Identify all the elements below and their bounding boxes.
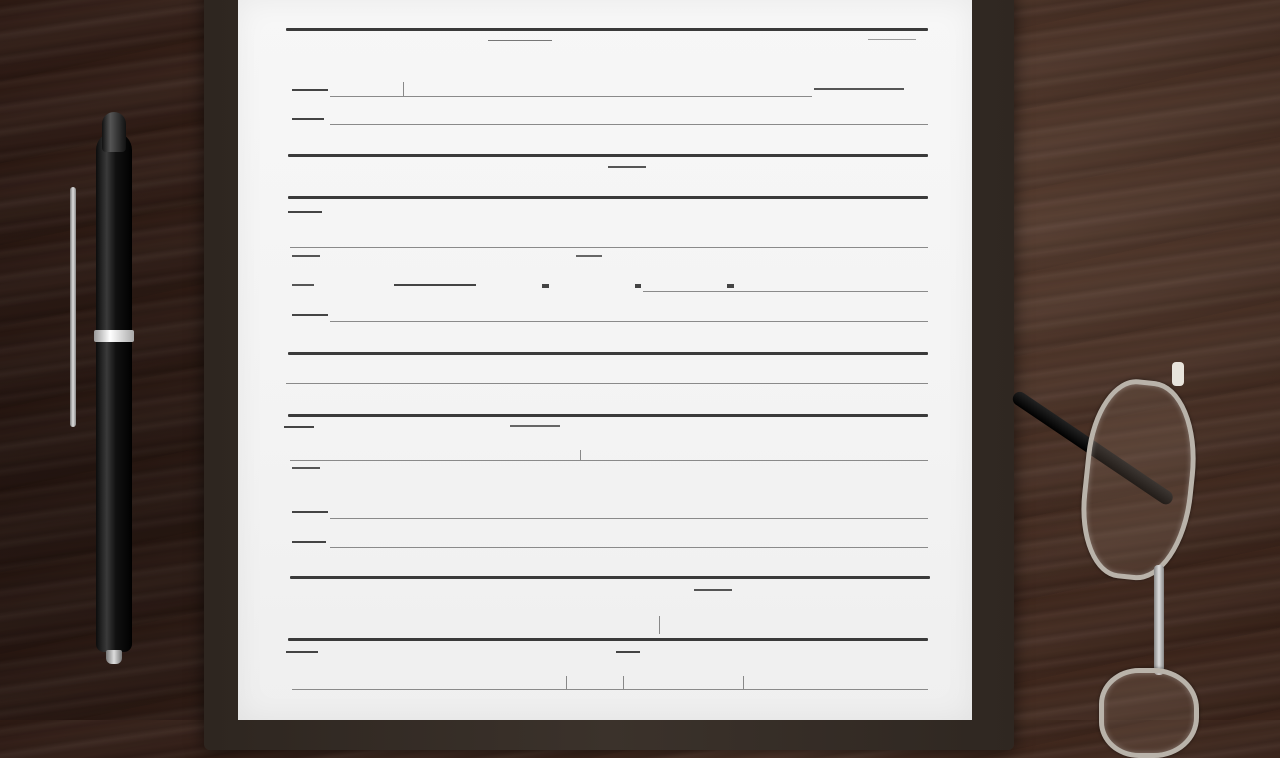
form-line[interactable]	[290, 460, 928, 461]
form-rule	[288, 154, 928, 157]
illegible-label	[288, 211, 322, 213]
illegible-label	[814, 88, 904, 90]
field-divider	[623, 676, 624, 689]
illegible-label	[292, 118, 324, 120]
illegible-label	[284, 426, 314, 428]
pen-barrel	[96, 132, 132, 652]
field-divider	[743, 676, 744, 689]
illegible-label	[727, 284, 734, 288]
illegible-label	[868, 39, 916, 40]
form-rule	[288, 352, 928, 355]
illegible-label	[292, 89, 328, 91]
field-divider	[566, 676, 567, 689]
form-line[interactable]	[330, 96, 812, 97]
form-line[interactable]	[286, 383, 928, 384]
illegible-label	[292, 541, 326, 543]
form-rule	[288, 196, 928, 199]
form-rule	[286, 28, 928, 31]
illegible-label	[286, 651, 318, 653]
field-divider	[659, 616, 660, 634]
illegible-label	[292, 255, 320, 257]
form-rule	[288, 414, 928, 417]
glasses-nose-pad	[1172, 362, 1184, 386]
illegible-label	[292, 284, 314, 286]
illegible-label	[542, 284, 549, 288]
pen-cap	[102, 112, 126, 152]
illegible-label	[292, 467, 320, 469]
illegible-label	[635, 284, 641, 288]
illegible-label	[576, 255, 602, 257]
pen	[92, 112, 138, 667]
pen-ring	[94, 330, 134, 342]
form-line[interactable]	[643, 291, 928, 292]
field-divider	[403, 82, 404, 96]
form-line[interactable]	[330, 518, 928, 519]
form-line[interactable]	[330, 124, 928, 125]
form-rule	[290, 576, 930, 579]
illegible-label	[488, 40, 552, 41]
eyeglasses	[1014, 360, 1280, 720]
form-line[interactable]	[290, 247, 928, 248]
illegible-label	[292, 314, 328, 316]
illegible-label	[394, 284, 476, 286]
form-line[interactable]	[330, 321, 928, 322]
illegible-label	[292, 511, 328, 513]
pen-tip	[106, 650, 122, 664]
blank-form-sheet	[238, 0, 972, 720]
field-divider	[580, 450, 581, 460]
illegible-label	[694, 589, 732, 591]
glasses-lens	[1099, 668, 1199, 758]
glasses-lens	[1074, 375, 1204, 585]
form-line[interactable]	[292, 689, 928, 690]
form-rule	[288, 638, 928, 641]
glasses-bridge	[1154, 565, 1164, 675]
illegible-label	[510, 425, 560, 427]
form-line[interactable]	[330, 547, 928, 548]
illegible-label	[608, 166, 646, 168]
pen-clip	[70, 187, 76, 427]
illegible-label	[616, 651, 640, 653]
